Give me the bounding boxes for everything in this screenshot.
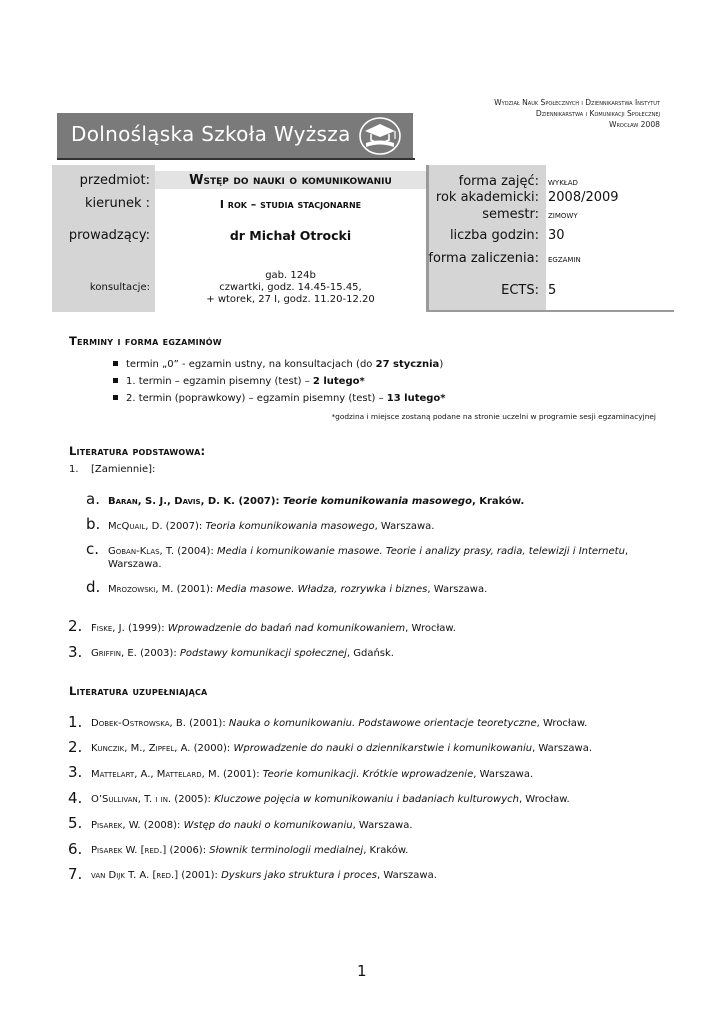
lit-basic-title: Literatura podstawowa: [69, 444, 206, 458]
exam-item: 2. termin (poprawkowy) – egzamin pisemny (test) – 13 lutego* [113, 393, 446, 404]
konsultacje-line-1: gab. 124b [265, 270, 316, 281]
sub-mark: a. [86, 490, 100, 508]
institute-line-2: Dziennikarstwa i Komunikacji Społecznej [535, 109, 660, 118]
przedmiot-value: Wstęp do nauki o komunikowaniu [189, 173, 392, 188]
lit-basic-item-3: Griffin, E. (2003): Podstawy komunikacji społecznej, Gdańsk. [91, 648, 394, 659]
kierunek-label: kierunek : [85, 196, 150, 211]
list-mark: 3. [68, 643, 83, 661]
lit-basic-sub-a: Baran, S. J., Davis, D. K. (2007): Teorie komunikowania masowego, Kraków. [108, 496, 525, 507]
list-mark: 4. [68, 789, 83, 807]
konsultacje-line-3: + wtorek, 27 I, godz. 11.20-12.20 [206, 294, 375, 305]
exams-title: Terminy i forma egzaminów [69, 334, 222, 348]
exam-item: termin „0” - egzamin ustny, na konsultacjach (do 27 stycznia) [113, 359, 443, 370]
exam-footnote: *godzina i miejsce zostaną podane na stronie uczelni w programie sesji egzaminacyjnej [331, 412, 656, 421]
lit-basic-sub-b: McQuail, D. (2007): Teoria komunikowania masowego, Warszawa. [108, 521, 435, 532]
liczba-godzin-label: liczba godzin: [449, 228, 539, 243]
list-mark: 2. [68, 738, 83, 756]
forma-zaliczenia-value: egzamin [548, 254, 581, 265]
prowadzacy-label: prowadzący: [68, 228, 150, 243]
lit-extra-item: Dobek-Ostrowska, B. (2001): Nauka o komunikowaniu. Podstawowe orientacje teoretyczne, Wrocław. [91, 718, 588, 729]
institute-line-3: Wrocław 2008 [608, 120, 660, 129]
lit-basic-item-2: Fiske, J. (1999): Wprowadzenie do badań nad komunikowaniem, Wrocław. [91, 623, 456, 634]
semestr-value: zimowy [548, 210, 578, 221]
lit-extra-item: van Dijk T. A. [red.] (2001): Dyskurs jako struktura i proces, Warszawa. [91, 870, 437, 881]
course-details-table [426, 165, 674, 312]
exam-item: 1. termin – egzamin pisemny (test) – 2 lutego* [113, 376, 365, 387]
lit-basic-sub-c: Goban-Klas, T. (2004): Media i komunikowanie masowe. Teorie i analizy prasy, radia, telewizji i Internetu, [108, 546, 629, 557]
forma-zajec-value: wykład [548, 177, 578, 188]
ects-value: 5 [548, 283, 557, 298]
list-mark: 7. [68, 865, 83, 883]
konsultacje-line-2: czwartki, godz. 14.45-15.45, [219, 282, 362, 293]
lit-extra-item: O’Sullivan, T. i in. (2005): Kluczowe pojęcia w komunikowaniu i badaniach kulturowych, Wrocław. [91, 794, 570, 805]
forma-zajec-label: forma zajęć: [458, 174, 539, 189]
lit-extra-title: Literatura uzupełniająca [69, 684, 208, 698]
institute-line-1: Wydział Nauk Społecznych i Dziennikarstwa Instytut [494, 98, 660, 107]
list-mark: 6. [68, 840, 83, 858]
graduation-cap-logo-icon [357, 116, 403, 156]
banner-underline [57, 158, 415, 160]
konsultacje-label: konsultacje: [89, 282, 150, 293]
sub-mark: d. [86, 578, 101, 596]
list-mark: 1. [68, 713, 83, 731]
lit-extra-item: Pisarek W. [red.] (2006): Słownik terminologii medialnej, Kraków. [91, 845, 409, 856]
lit-basic-sub-d: Mrozowski, M. (2001): Media masowe. Władza, rozrywka i biznes, Warszawa. [108, 584, 488, 595]
sub-mark: c. [86, 540, 100, 558]
list-mark: 3. [68, 763, 83, 781]
konsultacje-value [155, 270, 426, 306]
semestr-label: semestr: [482, 207, 539, 222]
bullet-icon [113, 395, 118, 400]
lit-basic-item1-num: 1. [69, 464, 79, 475]
kierunek-value: I rok – studia stacjonarne [219, 198, 362, 211]
rok-value: 2008/2009 [548, 190, 619, 205]
bullet-icon [113, 378, 118, 383]
przedmiot-label: przedmiot: [79, 173, 150, 188]
school-name: Dolnośląska Szkoła Wyższa [71, 122, 351, 146]
ects-label: ECTS: [501, 283, 539, 298]
sub-mark: b. [86, 515, 101, 533]
bullet-icon [113, 361, 118, 366]
prowadzacy-value: dr Michał Otrocki [229, 228, 352, 243]
rok-label: rok akademicki: [435, 190, 539, 205]
list-mark: 2. [68, 617, 83, 635]
lit-extra-item: Kunczik, M., Zipfel, A. (2000): Wprowadzenie do nauki o dziennikarstwie i komunikowaniu, Warszawa. [91, 743, 592, 754]
list-mark: 5. [68, 814, 83, 832]
school-banner [57, 113, 413, 158]
forma-zaliczenia-label: forma zaliczenia: [428, 251, 539, 266]
details-bottom-rule [426, 310, 674, 312]
lit-basic-sub-c-continuation: Warszawa. [108, 559, 162, 570]
page-number: 1 [357, 962, 367, 980]
lit-extra-item: Pisarek, W. (2008): Wstęp do nauki o komunikowaniu, Warszawa. [91, 820, 413, 831]
liczba-godzin-value: 30 [548, 228, 565, 243]
lit-extra-item: Mattelart, A., Mattelard, M. (2001): Teorie komunikacji. Krótkie wprowadzenie, Warszawa. [91, 769, 534, 780]
course-info-table [52, 165, 426, 312]
lit-basic-item1-text: [Zamiennie]: [91, 464, 156, 475]
